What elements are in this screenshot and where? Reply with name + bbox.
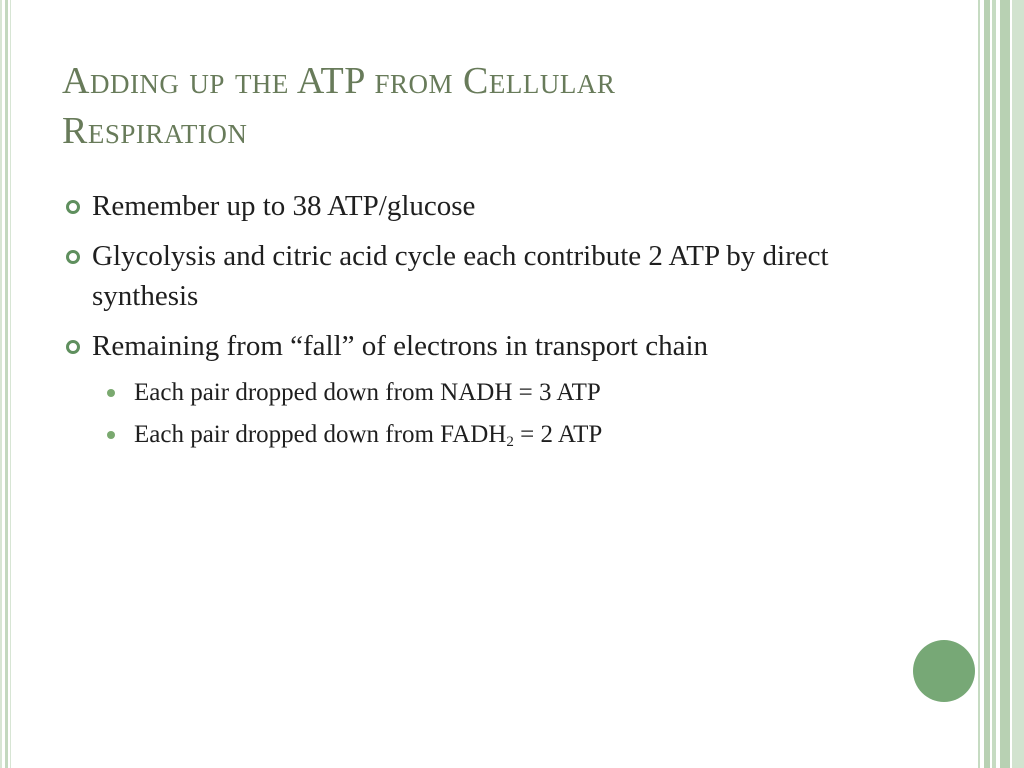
sub-bullet-item	[62, 376, 882, 410]
right-edge-stripe	[984, 0, 990, 768]
sub-bullet-text-prefix: Each pair dropped down from FADH	[134, 421, 507, 448]
bullet-item	[62, 236, 882, 316]
bullet-text: Remember up to 38 ATP/glucose	[92, 190, 476, 222]
right-edge-stripe	[1012, 0, 1024, 768]
bullet-item	[62, 326, 882, 366]
slide-title-line-2: Respiration	[62, 110, 248, 152]
bullet-text: Remaining from “fall” of electrons in transport chain	[92, 330, 709, 362]
bullet-text: Glycolysis and citric acid cycle each contribute 2 ATP by direct synthesis	[92, 240, 829, 312]
bullet-ring-icon	[66, 340, 80, 354]
bullet-ring-icon	[66, 200, 80, 214]
bullet-dot-icon	[107, 431, 115, 439]
right-edge-stripe	[992, 0, 996, 768]
sub-bullet-text: Each pair dropped down from NADH = 3 ATP	[134, 379, 601, 406]
bullet-ring-icon	[66, 250, 80, 264]
bullet-dot-icon	[107, 389, 115, 397]
sub-bullet-text-suffix: = 2 ATP	[513, 421, 603, 448]
sub-bullet-item	[62, 418, 882, 459]
right-edge-stripe	[978, 0, 980, 768]
bullet-item	[62, 186, 882, 226]
slide-title-line-1: Adding up the ATP from Cellular	[62, 60, 616, 102]
decorative-circle	[913, 640, 975, 702]
slide-title	[62, 56, 942, 156]
right-edge-stripe	[1000, 0, 1010, 768]
subscript: 2	[506, 434, 514, 450]
left-edge-stripe	[5, 0, 8, 768]
left-edge-stripe	[10, 0, 11, 768]
slide-body	[62, 186, 882, 467]
left-edge-stripe	[0, 0, 2, 768]
